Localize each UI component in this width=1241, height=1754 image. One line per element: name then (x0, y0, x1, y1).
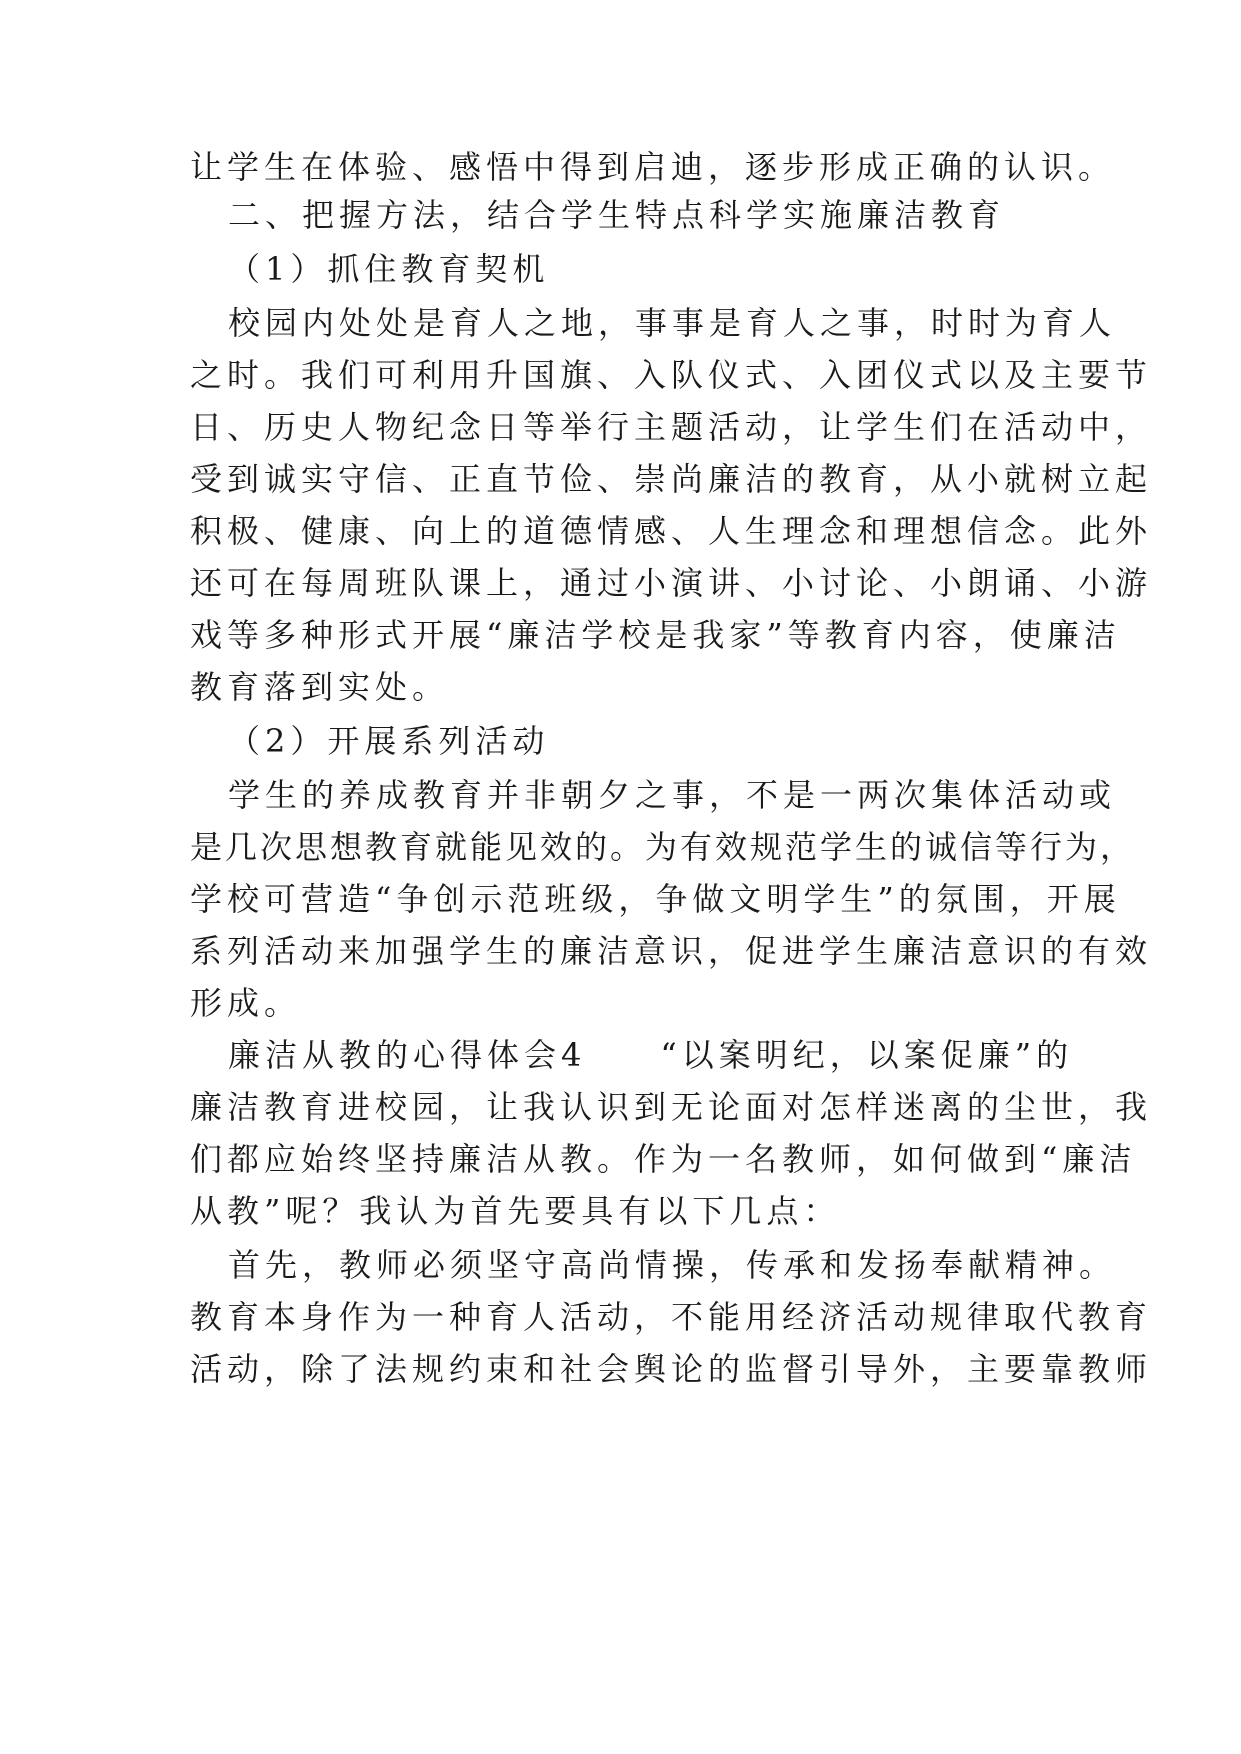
text-line-22: 首先，教师必须坚守高尚情操，传承和发扬奉献精神。 (228, 1246, 1117, 1284)
text-line-19: 廉洁教育进校园，让我认识到无论面对怎样迷离的尘世，我 (190, 1088, 1153, 1126)
text-line-23: 教育本身作为一种育人活动，不能用经济活动规律取代教育 (190, 1298, 1153, 1336)
text-line-15: 学校可营造“争创示范班级，争做文明学生”的氛围，开展 (190, 880, 1121, 918)
subheading-2: （2）开展系列活动 (228, 722, 550, 760)
text-line-13: 学生的养成教育并非朝夕之事，不是一两次集体活动或 (228, 776, 1117, 814)
text-line-17: 形成。 (190, 984, 302, 1022)
text-line-21: 从教”呢？我认为首先要具有以下几点： (190, 1192, 841, 1230)
text-line-24: 活动，除了法规约束和社会舆论的监督引导外，主要靠教师 (190, 1350, 1153, 1388)
text-line-4: 校园内处处是育人之地，事事是育人之事，时时为育人 (228, 304, 1117, 342)
text-line-6: 日、历史人物纪念日等举行主题活动，让学生们在活动中， (190, 408, 1153, 446)
text-line-20: 们都应始终坚持廉洁从教。作为一名教师，如何做到“廉洁 (190, 1140, 1137, 1178)
text-line-16: 系列活动来加强学生的廉洁意识，促进学生廉洁意识的有效 (190, 932, 1153, 970)
text-line-9: 还可在每周班队课上，通过小演讲、小讨论、小朗诵、小游 (190, 564, 1153, 602)
subheading-1: （1）抓住教育契机 (228, 250, 550, 288)
text-line-14: 是几次思想教育就能见效的。为有效规范学生的诚信等行为， (190, 828, 1136, 866)
text-line-8: 积极、健康、向上的道德情感、人生理念和理想信念。此外 (190, 512, 1153, 550)
text-line-10: 戏等多种形式开展“廉洁学校是我家”等教育内容，使廉洁 (190, 616, 1121, 654)
text-line-7: 受到诚实守信、正直节俭、崇尚廉洁的教育，从小就树立起 (190, 460, 1153, 498)
text-line-5: 之时。我们可利用升国旗、入队仪式、入团仪式以及主要节 (190, 356, 1153, 394)
text-line-18: 廉洁从教的心得体会4 “以案明纪，以案促廉”的 (228, 1036, 1074, 1074)
text-line-11: 教育落到实处。 (190, 668, 450, 706)
section-heading-2: 二、把握方法，结合学生特点科学实施廉洁教育 (228, 196, 1006, 234)
text-line-1: 让学生在体验、感悟中得到启迪，逐步形成正确的认识。 (190, 148, 1116, 186)
